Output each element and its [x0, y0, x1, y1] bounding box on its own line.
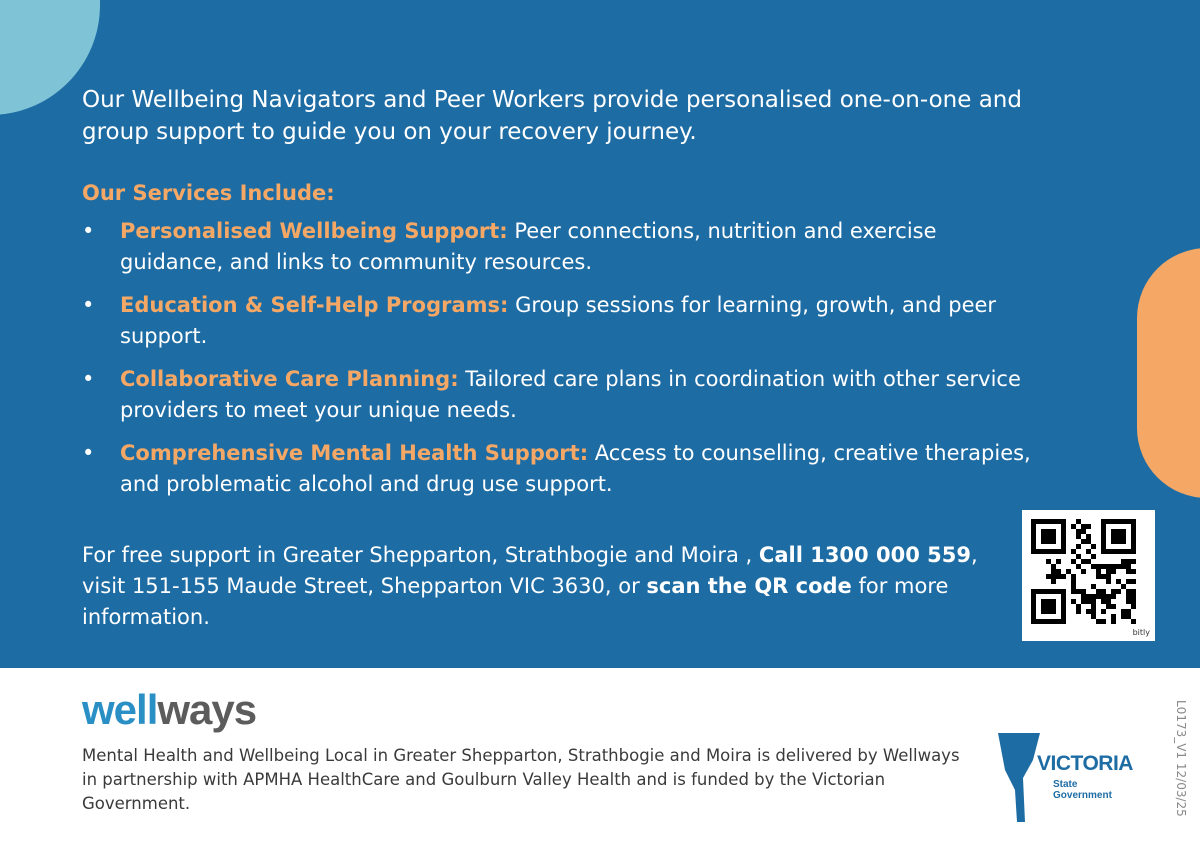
service-heading: Education & Self-Help Programs:: [120, 293, 509, 317]
service-item: [82, 364, 1042, 426]
service-heading: Collaborative Care Planning:: [120, 367, 459, 391]
bullet-icon: •: [82, 293, 95, 317]
bullet-icon: •: [82, 367, 95, 391]
service-description: Tailored care plans in coordination with other service providers to meet your unique needs.: [120, 367, 1021, 422]
contact-text-end: for more information.: [82, 574, 949, 629]
document-code-text: L0173_V1 12/03/25: [1174, 700, 1188, 817]
wellways-logo: [82, 688, 256, 732]
services-list: [82, 216, 1042, 512]
qr-label: bitly: [1132, 628, 1150, 637]
victoria-map-icon: [995, 730, 1130, 825]
victoria-logo-line1: State: [1053, 779, 1078, 790]
footnote-text: Mental Health and Wellbeing Local in Greater Shepparton, Strathbogie and Moira is delivered by Wellways in partnership with APMHA HealthCare and Goulburn Valley Health and is funded by the Victorian Government.: [82, 746, 960, 813]
service-description: Group sessions for learning, growth, and peer support.: [120, 293, 997, 348]
qr-code[interactable]: [1022, 510, 1155, 641]
contact-address: , visit 151-155 Maude Street, Shepparton VIC 3630, or: [82, 543, 978, 598]
phone-number[interactable]: Call 1300 000 559: [758, 543, 971, 567]
service-heading: Personalised Wellbeing Support:: [120, 219, 508, 243]
services-heading: Our Services Include:: [82, 181, 335, 205]
victoria-logo-title: VICTORIA: [1037, 752, 1133, 775]
document-code: [1168, 700, 1188, 830]
service-description: Peer connections, nutrition and exercise guidance, and links to community resources.: [120, 219, 937, 274]
service-item: [82, 216, 1042, 278]
logo-part-well: well: [82, 686, 158, 733]
scan-qr-text: scan the QR code: [646, 574, 852, 598]
decorative-blob-right: [1137, 248, 1200, 498]
qr-code-icon: [1031, 519, 1136, 624]
contact-text: For free support in Greater Shepparton, Strathbogie and Moira ,: [82, 543, 759, 567]
logo-part-ways: ways: [157, 686, 257, 733]
bullet-icon: •: [82, 441, 95, 465]
bullet-icon: •: [82, 219, 95, 243]
service-heading: Comprehensive Mental Health Support:: [120, 441, 589, 465]
intro-text: Our Wellbeing Navigators and Peer Workers provide personalised one-on-one and group support to guide you on your recovery journey.: [82, 87, 1022, 145]
victoria-logo-line2: Government: [1053, 790, 1112, 801]
service-item: [82, 290, 1042, 352]
contact-info: [82, 540, 1002, 633]
service-description: Access to counselling, creative therapies, and problematic alcohol and drug use support.: [120, 441, 1031, 496]
service-item: [82, 438, 1042, 500]
victoria-logo-subtitle: [1053, 779, 1112, 801]
